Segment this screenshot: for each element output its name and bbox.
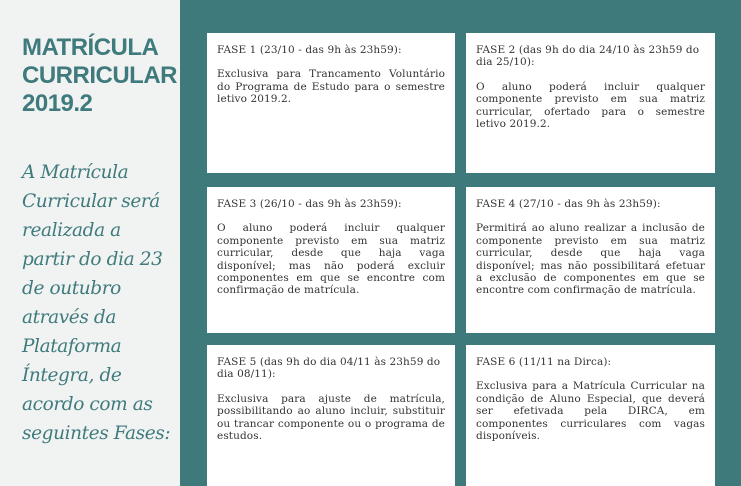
phase-card-3: [207, 187, 455, 333]
phase-heading: FASE 1 (23/10 - das 9h às 23h59):: [217, 44, 402, 56]
phase-text: Permitirá ao aluno realizar a inclusão de componente previsto em sua matriz curricular, desde que haja vaga disponível; mas não possibilitará efetuar a exclusão de componentes em que se encontre com confirmação de matrícula.: [476, 222, 705, 297]
phase-heading: FASE 4 (27/10 - das 9h às 23h59):: [476, 198, 661, 210]
phase-text: Exclusiva para Trancamento Voluntário do Programa de Estudo para o semestre letivo 2019.2.: [217, 68, 445, 106]
phase-card-2: [466, 33, 715, 173]
left-column: [0, 0, 178, 486]
phase-text: Exclusiva para a Matrícula Curricular na condição de Aluno Especial, que deverá ser efetivada pela DIRCA, em componentes curriculares com vagas disponíveis.: [476, 380, 705, 443]
title-line-3: 2019.2: [22, 90, 93, 117]
phase-card-5: [207, 345, 455, 486]
phase-card-6: [466, 345, 715, 486]
title-line-1: MATRÍCULA: [22, 34, 159, 61]
title-line-2: CURRICULAR: [22, 62, 177, 89]
intro-text: A Matrícula Curricular será realizada a partir do dia 23 de outubro através da Plataforma Íntegra, de acordo com as seguintes Fases:: [22, 162, 171, 444]
phase-card-4: [466, 187, 715, 333]
phase-text: O aluno poderá incluir qualquer componente previsto em sua matriz curricular, desde que haja vaga disponível; mas não poderá excluir componentes em que se encontre com confirmação de matrícula.: [217, 222, 445, 297]
phase-card-1: [207, 33, 455, 173]
phase-heading: FASE 2 (das 9h do dia 24/10 às 23h59 do dia 25/10):: [476, 44, 700, 69]
phase-text: O aluno poderá incluir qualquer componente previsto em sua matriz curricular, ofertado para o semestre letivo 2019.2.: [476, 80, 705, 131]
page-title: [22, 34, 177, 118]
phase-heading: FASE 3 (26/10 - das 9h às 23h59):: [217, 198, 402, 210]
phase-heading: FASE 6 (11/11 na Dirca):: [476, 356, 612, 368]
phase-text: Exclusiva para ajuste de matrícula, possibilitando ao aluno incluir, substituir ou trancar componente ou o programa de estudos.: [217, 392, 445, 443]
phase-heading: FASE 5 (das 9h do dia 04/11 às 23h59 do dia 08/11):: [217, 356, 441, 381]
